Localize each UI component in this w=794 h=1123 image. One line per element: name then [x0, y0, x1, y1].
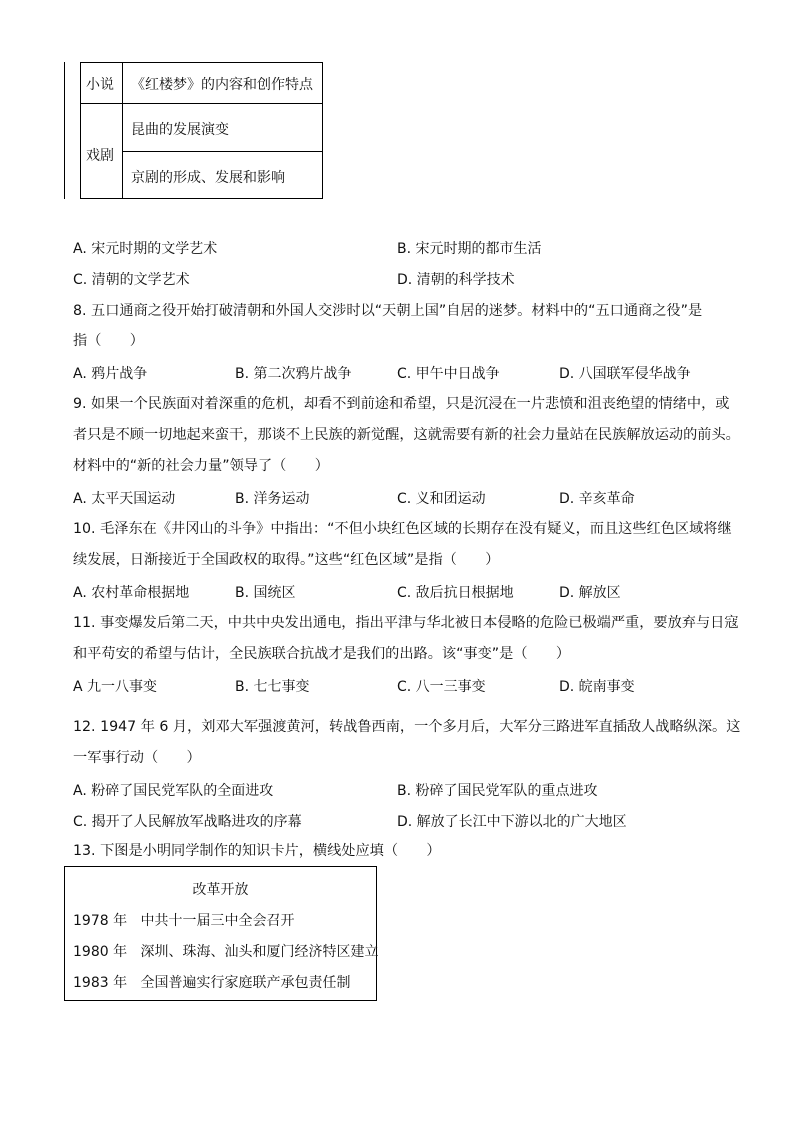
option-c: C. 清朝的文学艺术 — [73, 272, 190, 288]
question-9-cont: 材料中的“新的社会力量”领导了（ ） — [73, 458, 329, 474]
knowledge-card — [64, 866, 377, 1001]
option-b: B. 粉碎了国民党军队的重点进攻 — [397, 783, 598, 799]
question-11-cont: 和平苟安的希望与估计，全民族联合抗战才是我们的出路。该“事变”是（ ） — [73, 646, 571, 662]
topic-table — [64, 62, 323, 199]
question-9-cont: 者只是不顾一切地起来蛮干，那谈不上民族的新觉醒，这就需要有新的社会力量站在民族解放运动的前头。 — [73, 427, 740, 443]
table-border — [322, 62, 323, 199]
table-border — [80, 62, 323, 63]
option-a: A. 宋元时期的文学艺术 — [73, 241, 218, 257]
table-category: 戏剧 — [86, 148, 114, 164]
table-border — [80, 103, 323, 104]
option-d: D. 解放区 — [559, 585, 621, 601]
card-year: 1980 年 — [73, 944, 128, 960]
option-a: A 九一八事变 — [73, 679, 158, 695]
card-event: 深圳、珠海、汕头和厦门经济特区建立 — [140, 944, 379, 960]
option-b: B. 七七事变 — [235, 679, 310, 695]
option-c: C. 敌后抗日根据地 — [397, 585, 514, 601]
table-border — [122, 62, 123, 199]
option-a: A. 粉碎了国民党军队的全面进攻 — [73, 783, 274, 799]
card-event: 中共十一届三中全会召开 — [140, 913, 295, 929]
option-d: D. 辛亥革命 — [559, 491, 635, 507]
option-b: B. 第二次鸦片战争 — [235, 366, 352, 382]
card-year: 1978 年 — [73, 913, 128, 929]
option-d: D. 皖南事变 — [559, 679, 635, 695]
card-year: 1983 年 — [73, 975, 128, 991]
option-d: D. 八国联军侵华战争 — [559, 366, 691, 382]
card-row — [73, 910, 294, 930]
table-border — [64, 62, 65, 199]
option-d: D. 清朝的科学技术 — [397, 272, 515, 288]
card-row — [73, 972, 350, 992]
table-content: 昆曲的发展演变 — [131, 122, 229, 138]
table-border — [122, 151, 323, 152]
table-content: 京剧的形成、发展和影响 — [131, 170, 285, 186]
option-c: C. 甲午中日战争 — [397, 366, 500, 382]
option-b: B. 洋务运动 — [235, 491, 310, 507]
question-10: 10. 毛泽东在《井冈山的斗争》中指出：“不但小块红色区域的长期存在没有疑义，而且这些红色区域将继 — [73, 521, 732, 537]
table-border — [80, 198, 323, 199]
question-10-cont: 续发展，日渐接近于全国政权的取得。”这些“红色区域”是指（ ） — [73, 552, 500, 568]
option-a: A. 农村革命根据地 — [73, 585, 190, 601]
question-13: 13. 下图是小明同学制作的知识卡片，横线处应填（ ） — [73, 843, 441, 859]
question-12: 12. 1947 年 6 月，刘邓大军强渡黄河，转战鲁西南，一个多月后，大军分三路进军直插敌人战略纵深。这 — [73, 719, 741, 735]
option-c: C. 义和团运动 — [397, 491, 486, 507]
option-c: C. 揭开了人民解放军战略进攻的序幕 — [73, 814, 302, 830]
option-a: A. 鸦片战争 — [73, 366, 148, 382]
table-border — [80, 62, 81, 199]
card-title: 改革开放 — [192, 882, 249, 898]
option-c: C. 八一三事变 — [397, 679, 486, 695]
table-content: 《红楼梦》的内容和创作特点 — [131, 77, 313, 93]
card-row — [73, 941, 378, 961]
question-8: 8. 五口通商之役开始打破清朝和外国人交涉时以“天朝上国”自居的迷梦。材料中的“五口通商之役”是 — [73, 303, 703, 319]
question-11: 11. 事变爆发后第二天，中共中央发出通电，指出平津与华北被日本侵略的危险已极端严重，要放弃与日寇 — [73, 615, 739, 631]
option-b: B. 宋元时期的都市生活 — [397, 241, 542, 257]
option-b: B. 国统区 — [235, 585, 296, 601]
question-12-cont: 一军事行动（ ） — [73, 750, 201, 766]
question-9: 9. 如果一个民族面对着深重的危机，却看不到前途和希望，只是沉浸在一片悲愤和沮丧绝望的情绪中，或 — [73, 396, 730, 412]
card-event: 全国普遍实行家庭联产承包责任制 — [140, 975, 351, 991]
option-d: D. 解放了长江中下游以北的广大地区 — [397, 814, 627, 830]
question-8-cont: 指（ ） — [73, 333, 144, 349]
option-a: A. 太平天国运动 — [73, 491, 176, 507]
table-category: 小说 — [86, 77, 114, 93]
